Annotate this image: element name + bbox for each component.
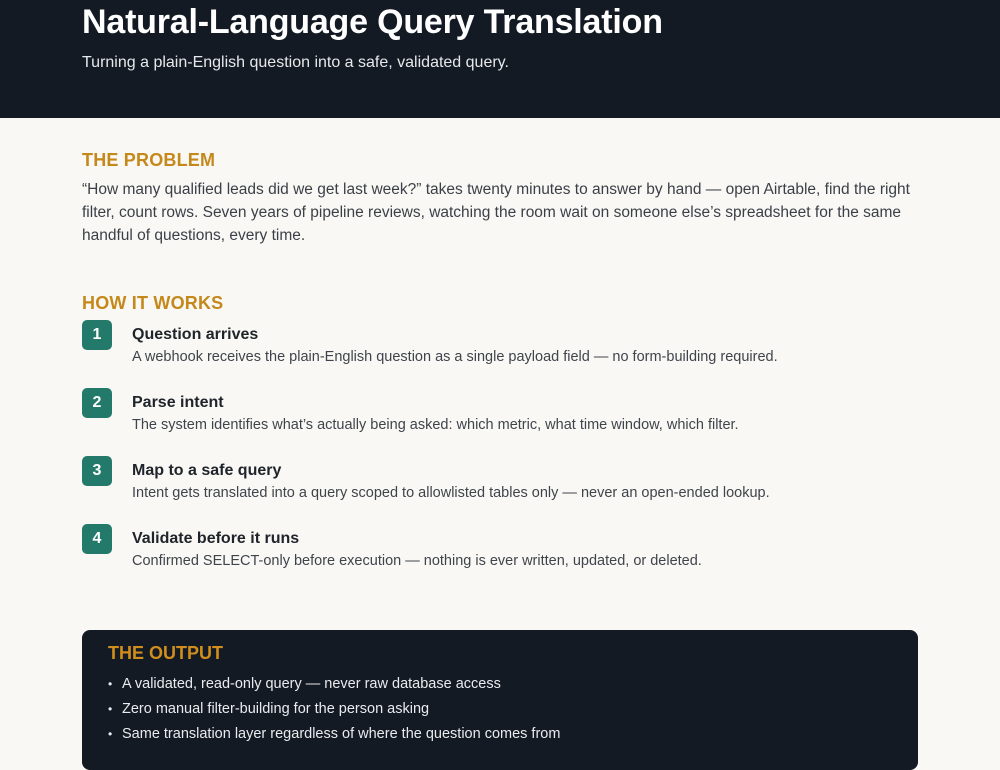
step-title: Question arrives <box>132 326 259 343</box>
step-description: Confirmed SELECT-only before execution — nothing is ever written, updated, or deleted. <box>132 553 702 569</box>
step-number-badge: 4 <box>82 524 112 554</box>
bullet-icon: • <box>108 677 113 691</box>
step-description: Intent gets translated into a query scoped to allowlisted tables only — never an open-ended lookup. <box>132 485 770 501</box>
bullet-icon: • <box>108 702 113 716</box>
page-title: Natural-Language Query Translation <box>82 3 663 41</box>
output-list <box>108 672 560 747</box>
output-panel <box>82 630 918 770</box>
output-item-text: A validated, read-only query — never raw database access <box>122 676 501 692</box>
step-item <box>82 524 922 574</box>
list-item <box>108 722 560 747</box>
step-item <box>82 388 922 438</box>
output-item-text: Same translation layer regardless of where the question comes from <box>122 726 561 742</box>
step-number-badge: 1 <box>82 320 112 350</box>
step-title: Validate before it runs <box>132 530 300 547</box>
step-number-badge: 2 <box>82 388 112 418</box>
step-item <box>82 456 922 506</box>
step-number-badge: 3 <box>82 456 112 486</box>
bullet-icon: • <box>108 727 113 741</box>
step-title: Map to a safe query <box>132 462 282 479</box>
list-item <box>108 697 560 722</box>
step-item <box>82 320 922 370</box>
list-item <box>108 672 560 697</box>
problem-text: “How many qualified leads did we get last week?” takes twenty minutes to answer by hand — open Airtable, find the right filter, count rows. Seven years of pipeline reviews, watching the room wait on someone else’s spreadsheet for the same handful of questions, every time. <box>82 181 910 244</box>
step-title: Parse intent <box>132 394 224 411</box>
step-description: A webhook receives the plain-English question as a single payload field — no form-building required. <box>132 349 778 365</box>
step-description: The system identifies what’s actually being asked: which metric, what time window, which filter. <box>132 417 739 433</box>
output-item-text: Zero manual filter-building for the person asking <box>122 701 430 717</box>
how-it-works-heading: HOW IT WORKS <box>82 293 224 313</box>
page-subtitle: Turning a plain-English question into a safe, validated query. <box>82 54 509 71</box>
page-header <box>0 0 1000 118</box>
problem-heading: THE PROBLEM <box>82 150 216 170</box>
output-heading: THE OUTPUT <box>108 643 223 663</box>
